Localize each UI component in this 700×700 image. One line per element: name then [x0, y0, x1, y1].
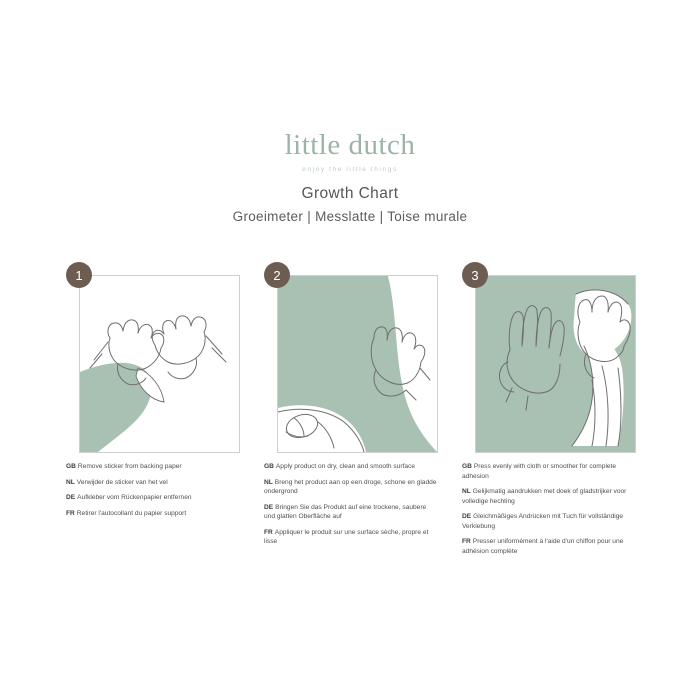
caption-lang-code: NL: [462, 488, 471, 496]
caption-lang-code: GB: [66, 463, 76, 470]
caption-text: Presser uniformément à l'aide d'un chiffon pour une adhésion complète: [462, 538, 624, 555]
page-subtitle: Groeimeter | Messlatte | Toise murale: [232, 209, 468, 224]
caption-line: [462, 487, 636, 506]
step-1-captions: [66, 462, 240, 524]
caption-text: Retirer l'autocollant du papier support: [76, 509, 187, 517]
caption-line: [462, 537, 636, 556]
caption-text: Verwijder de sticker van het vel: [76, 478, 168, 486]
caption-line: [66, 493, 240, 503]
document-titles: [0, 185, 700, 224]
step-number-badge: 3: [462, 262, 488, 288]
step-number-badge: 2: [264, 262, 290, 288]
brand-header: [0, 130, 700, 173]
caption-text: Appliquer le produit sur une surface sèche, propre et lisse: [264, 528, 429, 546]
caption-lang-code: GB: [462, 463, 472, 470]
caption-text: Bringen Sie das Produkt auf eine trockene, saubere und glatten Oberfläche auf: [264, 503, 427, 521]
caption-text: Press evenly with cloth or smoother for complete adhesion: [462, 463, 617, 480]
brand-tagline: enjoy the little things: [302, 165, 398, 173]
caption-lang-code: NL: [264, 478, 273, 486]
caption-lang-code: FR: [264, 528, 273, 536]
caption-line: [264, 503, 438, 522]
caption-lang-code: FR: [66, 509, 75, 517]
step-2-illustration: [277, 275, 438, 453]
caption-text: Apply product on dry, clean and smooth surface: [275, 463, 416, 470]
caption-lang-code: GB: [264, 463, 274, 470]
caption-lang-code: DE: [264, 503, 274, 511]
caption-lang-code: DE: [462, 513, 472, 521]
caption-lang-code: FR: [462, 538, 471, 546]
caption-line: [66, 462, 240, 472]
caption-text: Breng het product aan op een droge, schone en gladde ondergrond: [264, 478, 437, 496]
caption-text: Gelijkmatig aandrukken met doek of gladstrijker voor volledige hechting: [462, 488, 627, 505]
caption-text: Remove sticker from backing paper: [77, 463, 182, 470]
caption-line: [462, 462, 636, 481]
caption-line: [264, 462, 438, 472]
caption-lang-code: NL: [66, 478, 75, 486]
step-3-captions: [462, 462, 636, 562]
caption-line: [66, 509, 240, 519]
brand-name: little dutch: [284, 129, 416, 161]
caption-line: [66, 478, 240, 488]
step-1-illustration: [79, 275, 240, 453]
step-2-captions: [264, 462, 438, 553]
step-number-badge: 1: [66, 262, 92, 288]
caption-line: [264, 528, 438, 547]
caption-line: [264, 478, 438, 497]
page-title: Growth Chart: [301, 185, 399, 202]
caption-lang-code: DE: [66, 494, 76, 502]
caption-text: Gleichmäßiges Andrücken mit Tuch für vollständige Verklebung: [462, 513, 624, 530]
caption-line: [462, 512, 636, 531]
step-3-illustration: [475, 275, 636, 453]
caption-text: Aufkleber vom Rückenpapier entfernen: [77, 494, 192, 502]
